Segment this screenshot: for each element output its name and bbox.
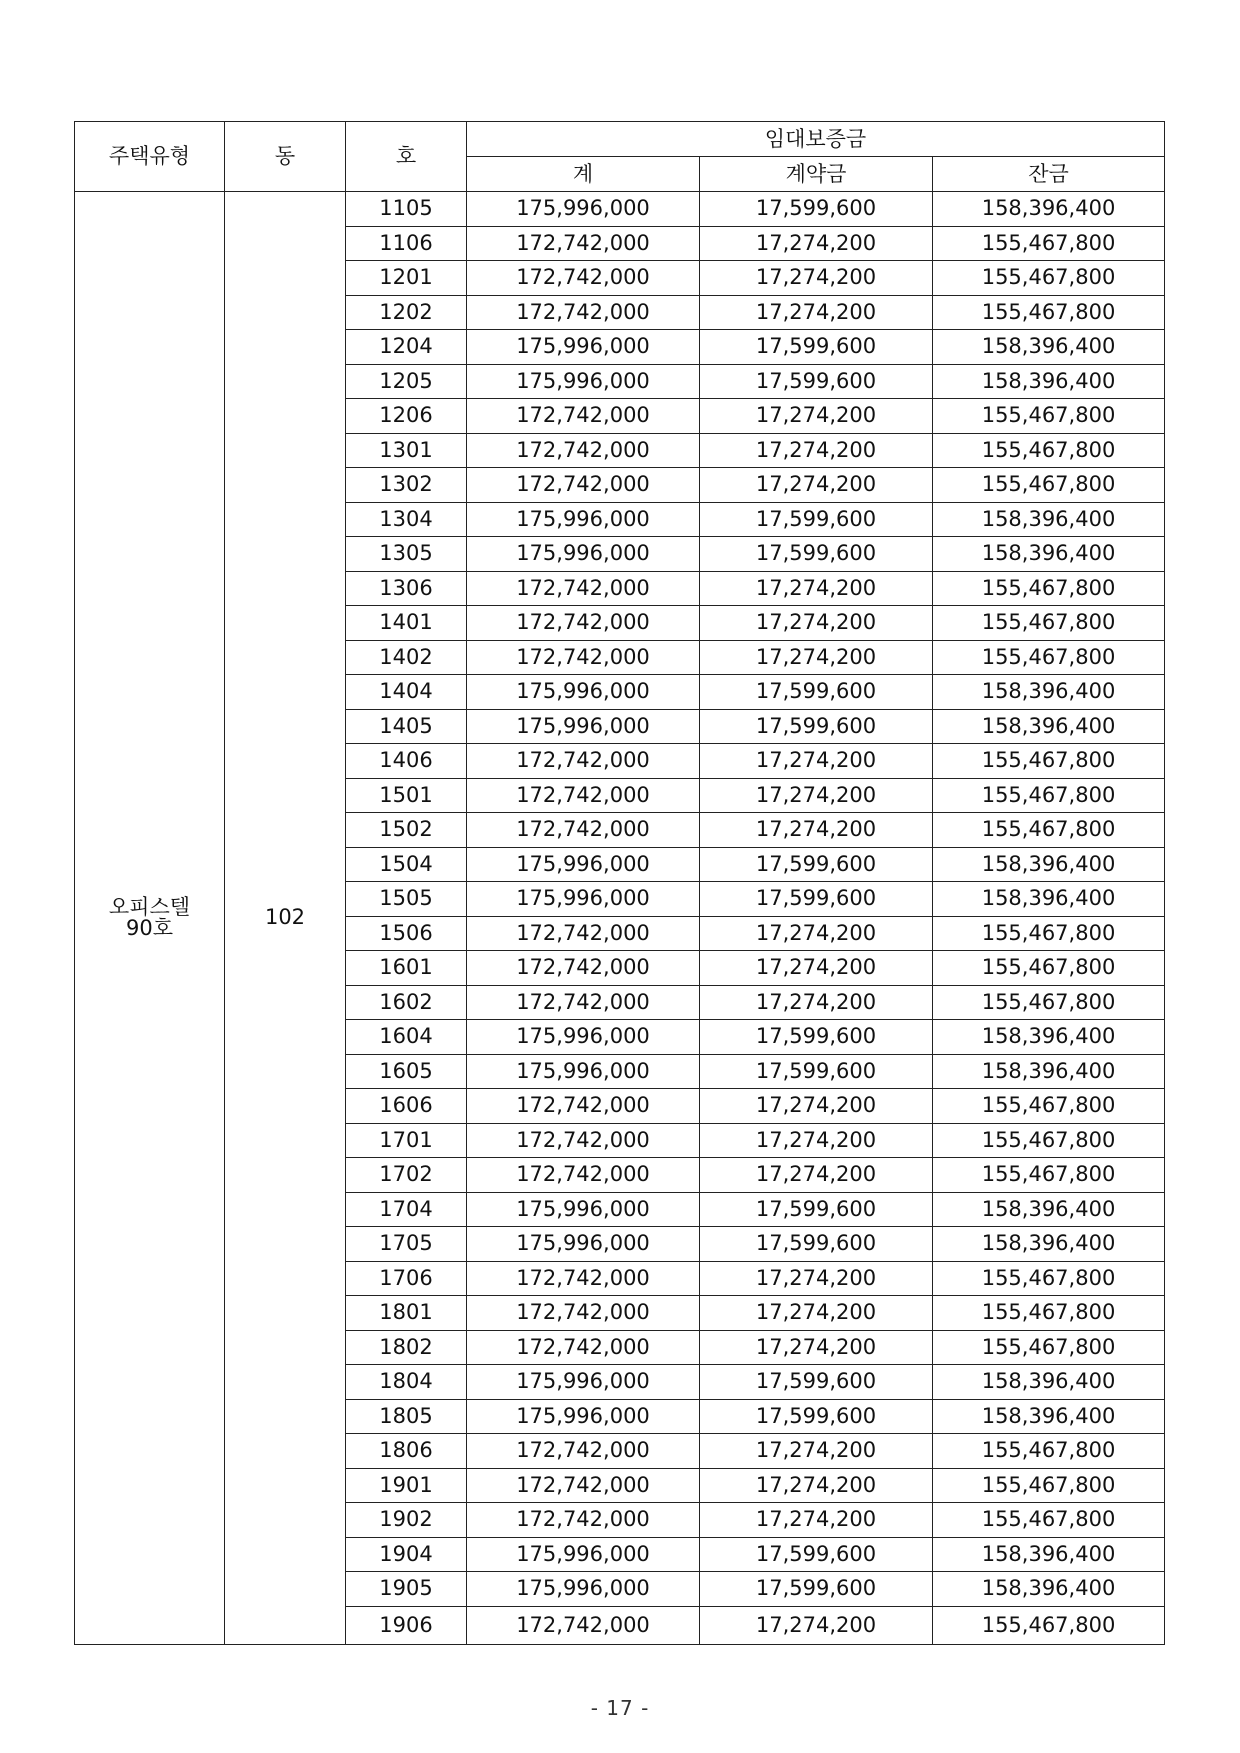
balance-cell: 158,396,400	[933, 1227, 1165, 1262]
total-cell: 172,742,000	[467, 1606, 700, 1644]
total-cell: 175,996,000	[467, 882, 700, 917]
balance-cell: 155,467,800	[933, 1503, 1165, 1538]
balance-cell: 155,467,800	[933, 813, 1165, 848]
balance-cell: 158,396,400	[933, 1572, 1165, 1607]
contract-cell: 17,599,600	[700, 1192, 933, 1227]
contract-cell: 17,274,200	[700, 1606, 933, 1644]
balance-cell: 158,396,400	[933, 847, 1165, 882]
unit-cell: 1801	[346, 1296, 467, 1331]
contract-cell: 17,274,200	[700, 606, 933, 641]
unit-cell: 1405	[346, 709, 467, 744]
balance-cell: 155,467,800	[933, 985, 1165, 1020]
header-housing-type: 주택유형	[75, 122, 225, 192]
unit-cell: 1601	[346, 951, 467, 986]
contract-cell: 17,274,200	[700, 571, 933, 606]
balance-cell: 155,467,800	[933, 1606, 1165, 1644]
balance-cell: 155,467,800	[933, 1158, 1165, 1193]
unit-cell: 1706	[346, 1261, 467, 1296]
unit-cell: 1904	[346, 1537, 467, 1572]
contract-cell: 17,274,200	[700, 468, 933, 503]
balance-cell: 158,396,400	[933, 1365, 1165, 1400]
total-cell: 172,742,000	[467, 916, 700, 951]
total-cell: 172,742,000	[467, 1468, 700, 1503]
contract-cell: 17,274,200	[700, 1330, 933, 1365]
contract-cell: 17,274,200	[700, 1468, 933, 1503]
total-cell: 175,996,000	[467, 1020, 700, 1055]
unit-cell: 1602	[346, 985, 467, 1020]
balance-cell: 158,396,400	[933, 1537, 1165, 1572]
total-cell: 175,996,000	[467, 502, 700, 537]
contract-cell: 17,274,200	[700, 1261, 933, 1296]
table-header	[75, 122, 1165, 192]
balance-cell: 158,396,400	[933, 1020, 1165, 1055]
housing-type-cell	[75, 192, 225, 1645]
balance-cell: 155,467,800	[933, 1296, 1165, 1331]
total-cell: 172,742,000	[467, 1261, 700, 1296]
total-cell: 172,742,000	[467, 744, 700, 779]
header-unit: 호	[346, 122, 467, 192]
contract-cell: 17,599,600	[700, 709, 933, 744]
balance-cell: 158,396,400	[933, 1192, 1165, 1227]
contract-cell: 17,274,200	[700, 1158, 933, 1193]
contract-cell: 17,599,600	[700, 1227, 933, 1262]
unit-cell: 1305	[346, 537, 467, 572]
unit-cell: 1306	[346, 571, 467, 606]
balance-cell: 155,467,800	[933, 433, 1165, 468]
contract-cell: 17,274,200	[700, 951, 933, 986]
total-cell: 175,996,000	[467, 192, 700, 227]
total-cell: 175,996,000	[467, 1399, 700, 1434]
unit-cell: 1501	[346, 778, 467, 813]
unit-cell: 1105	[346, 192, 467, 227]
total-cell: 172,742,000	[467, 295, 700, 330]
total-cell: 175,996,000	[467, 847, 700, 882]
balance-cell: 155,467,800	[933, 1261, 1165, 1296]
unit-cell: 1606	[346, 1089, 467, 1124]
total-cell: 172,742,000	[467, 261, 700, 296]
contract-cell: 17,274,200	[700, 1123, 933, 1158]
contract-cell: 17,274,200	[700, 744, 933, 779]
balance-cell: 155,467,800	[933, 744, 1165, 779]
contract-cell: 17,599,600	[700, 1572, 933, 1607]
header-total: 계	[467, 157, 700, 192]
balance-cell: 158,396,400	[933, 364, 1165, 399]
unit-cell: 1806	[346, 1434, 467, 1469]
contract-cell: 17,274,200	[700, 985, 933, 1020]
balance-cell: 155,467,800	[933, 571, 1165, 606]
contract-cell: 17,274,200	[700, 226, 933, 261]
unit-cell: 1204	[346, 330, 467, 365]
total-cell: 175,996,000	[467, 1365, 700, 1400]
unit-cell: 1404	[346, 675, 467, 710]
total-cell: 175,996,000	[467, 1537, 700, 1572]
balance-cell: 155,467,800	[933, 916, 1165, 951]
balance-cell: 155,467,800	[933, 1123, 1165, 1158]
balance-cell: 155,467,800	[933, 1434, 1165, 1469]
unit-cell: 1505	[346, 882, 467, 917]
housing-type-line: 90호	[125, 915, 173, 940]
balance-cell: 158,396,400	[933, 709, 1165, 744]
contract-cell: 17,274,200	[700, 1434, 933, 1469]
balance-cell: 155,467,800	[933, 1330, 1165, 1365]
header-contract-payment: 계약금	[700, 157, 933, 192]
header-deposit-group: 임대보증금	[467, 122, 1165, 157]
total-cell: 172,742,000	[467, 1123, 700, 1158]
unit-cell: 1201	[346, 261, 467, 296]
unit-cell: 1805	[346, 1399, 467, 1434]
total-cell: 172,742,000	[467, 640, 700, 675]
unit-cell: 1605	[346, 1054, 467, 1089]
contract-cell: 17,599,600	[700, 1054, 933, 1089]
balance-cell: 158,396,400	[933, 330, 1165, 365]
total-cell: 172,742,000	[467, 606, 700, 641]
unit-cell: 1502	[346, 813, 467, 848]
total-cell: 175,996,000	[467, 709, 700, 744]
balance-cell: 158,396,400	[933, 192, 1165, 227]
unit-cell: 1106	[346, 226, 467, 261]
unit-cell: 1506	[346, 916, 467, 951]
contract-cell: 17,274,200	[700, 1089, 933, 1124]
contract-cell: 17,599,600	[700, 882, 933, 917]
total-cell: 175,996,000	[467, 1227, 700, 1262]
building-cell: 102	[225, 192, 346, 1645]
unit-cell: 1902	[346, 1503, 467, 1538]
balance-cell: 155,467,800	[933, 778, 1165, 813]
contract-cell: 17,274,200	[700, 433, 933, 468]
total-cell: 172,742,000	[467, 778, 700, 813]
contract-cell: 17,599,600	[700, 1365, 933, 1400]
unit-cell: 1906	[346, 1606, 467, 1644]
unit-cell: 1704	[346, 1192, 467, 1227]
balance-cell: 155,467,800	[933, 399, 1165, 434]
table-row	[75, 192, 1165, 227]
unit-cell: 1802	[346, 1330, 467, 1365]
unit-cell: 1702	[346, 1158, 467, 1193]
contract-cell: 17,599,600	[700, 1399, 933, 1434]
contract-cell: 17,274,200	[700, 295, 933, 330]
contract-cell: 17,274,200	[700, 261, 933, 296]
total-cell: 172,742,000	[467, 1158, 700, 1193]
unit-cell: 1402	[346, 640, 467, 675]
balance-cell: 155,467,800	[933, 1468, 1165, 1503]
deposit-table	[74, 121, 1165, 1645]
contract-cell: 17,599,600	[700, 1537, 933, 1572]
balance-cell: 158,396,400	[933, 537, 1165, 572]
balance-cell: 155,467,800	[933, 606, 1165, 641]
total-cell: 172,742,000	[467, 433, 700, 468]
total-cell: 175,996,000	[467, 1192, 700, 1227]
total-cell: 175,996,000	[467, 1572, 700, 1607]
total-cell: 172,742,000	[467, 951, 700, 986]
total-cell: 172,742,000	[467, 468, 700, 503]
housing-type-line: 오피스텔	[108, 894, 191, 919]
unit-cell: 1406	[346, 744, 467, 779]
unit-cell: 1302	[346, 468, 467, 503]
contract-cell: 17,599,600	[700, 675, 933, 710]
unit-cell: 1202	[346, 295, 467, 330]
balance-cell: 158,396,400	[933, 882, 1165, 917]
unit-cell: 1604	[346, 1020, 467, 1055]
unit-cell: 1304	[346, 502, 467, 537]
contract-cell: 17,599,600	[700, 502, 933, 537]
balance-cell: 155,467,800	[933, 1089, 1165, 1124]
header-building: 동	[225, 122, 346, 192]
contract-cell: 17,599,600	[700, 330, 933, 365]
total-cell: 172,742,000	[467, 985, 700, 1020]
balance-cell: 158,396,400	[933, 1054, 1165, 1089]
contract-cell: 17,599,600	[700, 364, 933, 399]
total-cell: 175,996,000	[467, 675, 700, 710]
balance-cell: 158,396,400	[933, 675, 1165, 710]
table-body	[75, 192, 1165, 1645]
balance-cell: 155,467,800	[933, 468, 1165, 503]
total-cell: 172,742,000	[467, 1089, 700, 1124]
unit-cell: 1905	[346, 1572, 467, 1607]
total-cell: 172,742,000	[467, 813, 700, 848]
contract-cell: 17,274,200	[700, 640, 933, 675]
balance-cell: 158,396,400	[933, 1399, 1165, 1434]
unit-cell: 1701	[346, 1123, 467, 1158]
total-cell: 175,996,000	[467, 330, 700, 365]
total-cell: 172,742,000	[467, 1330, 700, 1365]
contract-cell: 17,599,600	[700, 847, 933, 882]
unit-cell: 1804	[346, 1365, 467, 1400]
unit-cell: 1205	[346, 364, 467, 399]
contract-cell: 17,274,200	[700, 813, 933, 848]
contract-cell: 17,274,200	[700, 916, 933, 951]
contract-cell: 17,274,200	[700, 778, 933, 813]
balance-cell: 155,467,800	[933, 951, 1165, 986]
balance-cell: 158,396,400	[933, 502, 1165, 537]
total-cell: 175,996,000	[467, 1054, 700, 1089]
total-cell: 175,996,000	[467, 364, 700, 399]
balance-cell: 155,467,800	[933, 640, 1165, 675]
unit-cell: 1901	[346, 1468, 467, 1503]
total-cell: 172,742,000	[467, 226, 700, 261]
total-cell: 172,742,000	[467, 1503, 700, 1538]
contract-cell: 17,274,200	[700, 1296, 933, 1331]
contract-cell: 17,599,600	[700, 192, 933, 227]
unit-cell: 1301	[346, 433, 467, 468]
contract-cell: 17,274,200	[700, 1503, 933, 1538]
total-cell: 172,742,000	[467, 571, 700, 606]
unit-cell: 1504	[346, 847, 467, 882]
contract-cell: 17,274,200	[700, 399, 933, 434]
unit-cell: 1401	[346, 606, 467, 641]
balance-cell: 155,467,800	[933, 261, 1165, 296]
total-cell: 175,996,000	[467, 537, 700, 572]
page-number: - 17 -	[590, 1696, 650, 1720]
balance-cell: 155,467,800	[933, 295, 1165, 330]
contract-cell: 17,599,600	[700, 1020, 933, 1055]
header-balance: 잔금	[933, 157, 1165, 192]
contract-cell: 17,599,600	[700, 537, 933, 572]
total-cell: 172,742,000	[467, 1434, 700, 1469]
unit-cell: 1705	[346, 1227, 467, 1262]
total-cell: 172,742,000	[467, 399, 700, 434]
balance-cell: 155,467,800	[933, 226, 1165, 261]
unit-cell: 1206	[346, 399, 467, 434]
total-cell: 172,742,000	[467, 1296, 700, 1331]
